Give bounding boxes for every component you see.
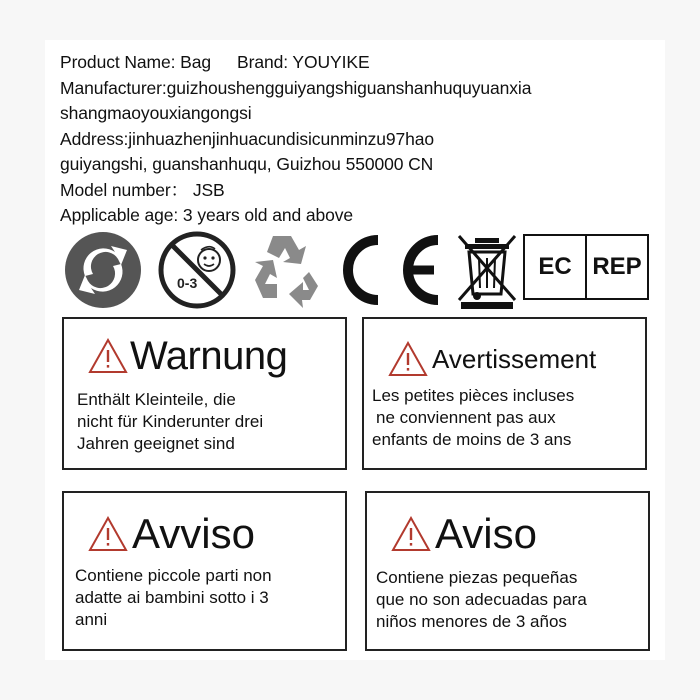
- certification-icons: [45, 230, 665, 312]
- warning-text-line: enfants de moins de 3 ans: [372, 430, 572, 449]
- manufacturer-line-1: Manufacturer:guizhoushengguiyangshiguanshanhuquyuanxia: [60, 77, 532, 98]
- recycle-icon: [243, 224, 329, 310]
- warning-box-italian: [62, 491, 347, 651]
- warning-text-line: Contiene piccole parti non: [75, 566, 272, 585]
- product-name-line: [60, 50, 660, 76]
- warning-box-french: [362, 317, 647, 470]
- product-label: [45, 40, 665, 660]
- age-badge: 0-3: [177, 275, 198, 291]
- warning-text-line: Contiene piezas pequeñas: [376, 568, 578, 587]
- ec-rep-right: REP: [585, 236, 647, 298]
- warning-triangle-icon: [391, 516, 431, 552]
- warning-text-line: Les petites pièces incluses: [372, 386, 575, 405]
- warning-title-italian: Avviso: [132, 510, 255, 557]
- weee-bin-icon: [455, 230, 519, 310]
- warning-text-line: que no son adecuadas para: [376, 590, 587, 609]
- ec-rep-icon: [523, 234, 649, 300]
- address-line-1: Address:jinhuazhenjinhuacundisicunminzu97hao: [60, 128, 435, 149]
- warning-triangle-icon: [88, 338, 128, 374]
- warning-text-line: adatte ai bambini sotto i 3: [75, 588, 269, 607]
- ec-rep-left: EC: [538, 253, 572, 280]
- product-info: [60, 50, 660, 229]
- warning-triangle-icon: [388, 341, 428, 377]
- warning-text-line: anni: [75, 610, 108, 629]
- green-dot-icon: [63, 230, 143, 310]
- brand: Brand: YOUYIKE: [237, 52, 370, 72]
- warning-box-german: [62, 317, 347, 470]
- warning-text-line: ne conviennent pas aux: [376, 408, 556, 427]
- warning-text-line: Jahren geeignet sind: [77, 434, 235, 453]
- model-number: Model number： JSB: [60, 179, 225, 200]
- ce-mark-icon: [330, 228, 450, 312]
- warning-text-line: niños menores de 3 años: [376, 612, 567, 631]
- warning-text-line: Enthält Kleinteile, die: [77, 390, 236, 409]
- warning-text-line: nicht für Kinderunter drei: [77, 412, 264, 431]
- warning-title-spanish: Aviso: [435, 510, 537, 557]
- address-line-2: guiyangshi, guanshanhuqu, Guizhou 550000 CN: [60, 154, 434, 174]
- warning-title-german: Warnung: [130, 333, 288, 378]
- not-for-under-3-icon: [157, 230, 237, 310]
- warning-box-spanish: [365, 491, 650, 651]
- warning-triangle-icon: [88, 516, 128, 552]
- manufacturer-line-2: shangmaoyouxiangongsi: [60, 103, 252, 123]
- applicable-age: Applicable age: 3 years old and above: [60, 205, 354, 225]
- warning-title-french: Avertissement: [432, 343, 597, 374]
- product-name: Product Name: Bag: [60, 52, 212, 72]
